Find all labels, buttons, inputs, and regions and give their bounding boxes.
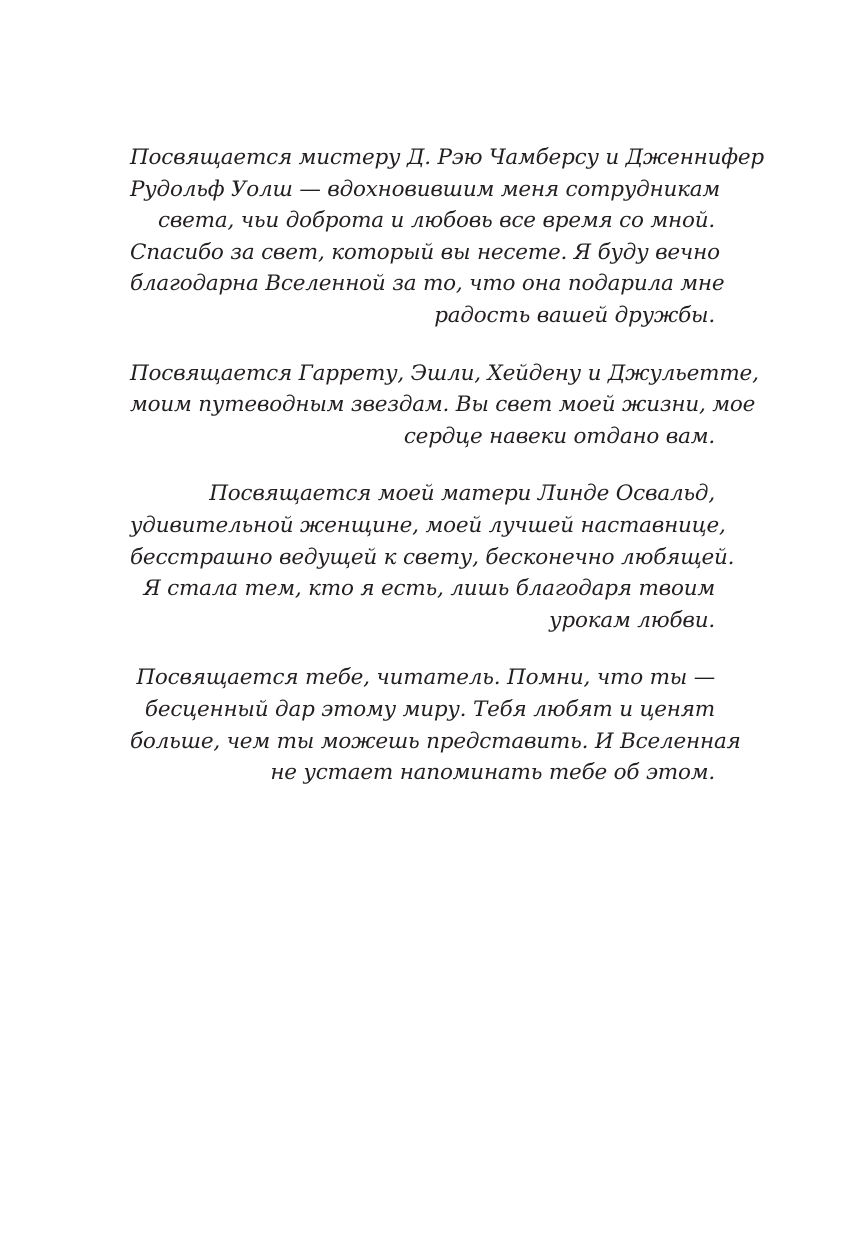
dedication-section xyxy=(130,142,764,815)
text-line: Посвящается тебе, читатель. Помни, что ты — xyxy=(136,665,715,691)
dedication-paragraph-mother xyxy=(130,478,735,636)
dedication-paragraph-chambers-walsh xyxy=(130,142,764,332)
text-line: света, чьи доброта и любовь все время со мной. xyxy=(157,208,715,234)
text-line: Рудольф Уолш — вдохновившим меня сотрудникам xyxy=(130,176,721,202)
text-line: Спасибо за свет, который вы несете. Я буду вечно xyxy=(130,239,720,265)
text-line: Посвящается мистеру Д. Рэю Чамберсу и Дженнифер xyxy=(130,145,764,170)
dedication-paragraph-reader xyxy=(130,662,741,788)
text-line: урокам любви. xyxy=(549,607,715,633)
text-line: удивительной женщине, моей лучшей наставнице, xyxy=(130,512,726,538)
text-line: сердце навеки отдано вам. xyxy=(403,423,715,449)
text-line: Посвящается Гаррету, Эшли, Хейдену и Джульетте, xyxy=(130,360,759,386)
text-line: Посвящается моей матери Линде Освальд, xyxy=(209,481,715,507)
text-line: бесстрашно ведущей к свету, бесконечно любящей. xyxy=(130,544,735,570)
text-line: благодарна Вселенной за то, что она подарила мне xyxy=(130,271,725,297)
text-line: не устает напоминать тебе об этом. xyxy=(270,760,715,786)
text-line: Я стала тем, кто я есть, лишь благодаря твоим xyxy=(143,576,715,602)
text-line: больше, чем ты можешь представить. И Вселенная xyxy=(130,728,741,754)
dedication-paragraph-children xyxy=(130,358,759,453)
text-line: бесценный дар этому миру. Тебя любят и ценят xyxy=(144,696,715,722)
text-line: моим путеводным звездам. Вы свет моей жизни, мое xyxy=(130,392,756,418)
text-line: радость вашей дружбы. xyxy=(434,302,715,328)
